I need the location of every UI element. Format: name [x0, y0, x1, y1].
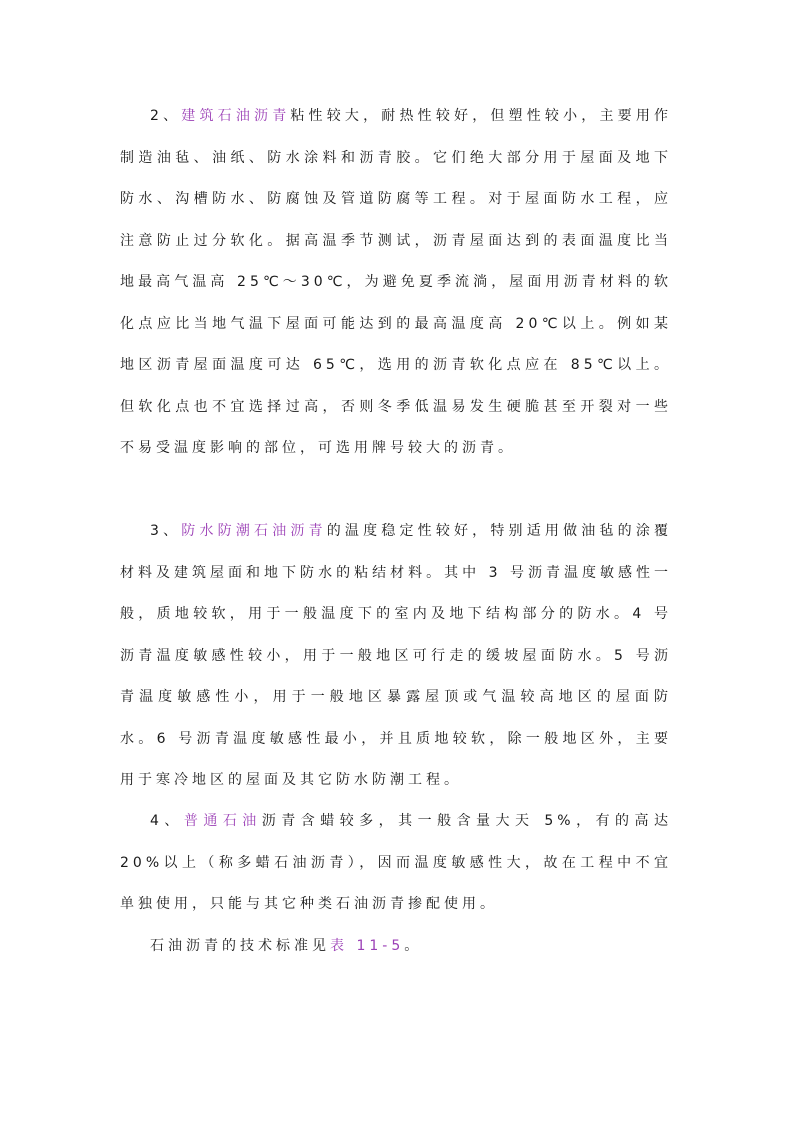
- paragraph-end: 。: [404, 938, 423, 954]
- paragraph-asphalt-common: [120, 801, 672, 926]
- paragraph-text: 粘性较大，耐热性较好，但塑性较小，主要用作制造油毡、油纸、防水涂料和沥青胶。它们绝大部分用于屋面及地下防水、沟槽防水、防腐蚀及管道防腐等工程。对于屋面防水工程，应注意防止过分软化。据高温季节测试，沥青屋面达到的表面温度比当地最高气温高 25℃～30℃，为避免夏季流淌，屋面用沥青材料的软化点应比当地气温下屋面可能达到的最高温度高 20℃以上。例如某地区沥青屋面温度可达 65℃，选用的沥青软化点应在 85℃以上。但软化点也不宜选择过高，否则冬季低温易发生硬脆甚至开裂对一些不易受温度影响的部位，可选用牌号较大的沥青。: [120, 108, 673, 456]
- paragraph-number: 3、: [150, 523, 182, 539]
- paragraph-number: 4、: [150, 813, 184, 829]
- paragraph-standard-reference: [120, 926, 672, 968]
- paragraph-asphalt-building: [120, 96, 672, 470]
- paragraph-text: 的温度稳定性较好，特别适用做油毡的涂覆材料及建筑屋面和地下防水的粘结材料。其中 3 号沥青温度敏感性一般，质地较软，用于一般温度下的室内及地下结构部分的防水。4 号沥青温度敏感性较小，用于一般地区可行走的缓坡屋面防水。5 号沥青温度敏感性小，用于一般地区暴露屋顶或气温较高地区的屋面防水。6 号沥青温度敏感性最小，并且质地较软，除一般地区外，主要用于寒冷地区的屋面及其它防水防潮工程。: [120, 523, 672, 788]
- paragraph-text: 石油沥青的技术标准见: [150, 938, 330, 954]
- link-waterproof-asphalt[interactable]: 防水防潮石油沥青: [181, 523, 327, 539]
- paragraph-asphalt-waterproof: [120, 511, 672, 802]
- link-table-11-5[interactable]: 表 11-5: [330, 938, 405, 954]
- link-building-asphalt[interactable]: 建筑石油沥青: [181, 108, 291, 124]
- link-common-petroleum[interactable]: 普通石油: [183, 813, 262, 829]
- paragraph-number: 2、: [150, 108, 182, 124]
- paragraph-text: 沥青含蜡较多，其一般含量大天 5%，有的高达 20%以上（称多蜡石油沥青），因而温度敏感性大，故在工程中不宜单独使用，只能与其它种类石油沥青掺配使用。: [120, 813, 672, 912]
